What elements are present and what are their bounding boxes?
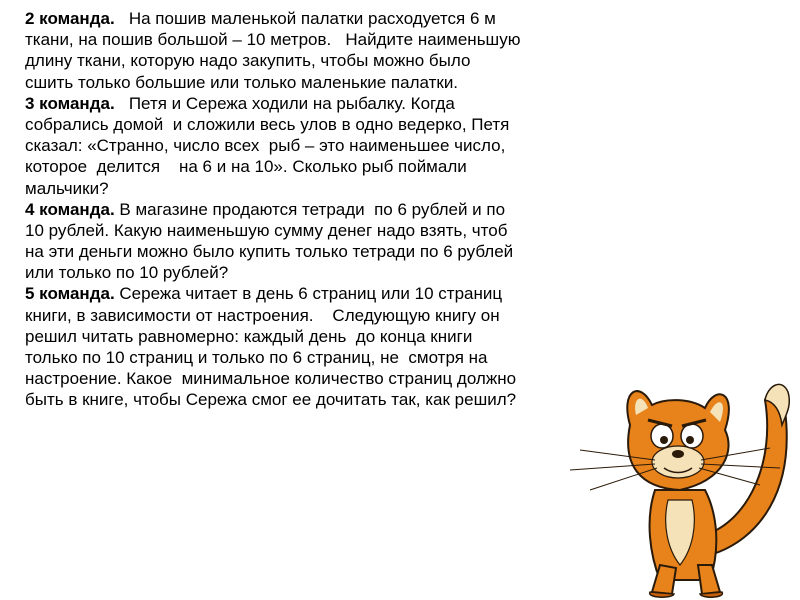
problem-text: Петя и Сережа ходили на рыбалку. Когда (114, 93, 455, 113)
problem-text-line: длину ткани, которую надо закупить, чтобы можно было (25, 51, 471, 71)
cartoon-fox-icon (560, 370, 800, 600)
problem-text-line: на эти деньги можно было купить только тетради по 6 рублей (25, 242, 514, 262)
team-label: 3 команда. (25, 93, 115, 113)
problem-text: Сережа читает в день 6 страниц или 10 страниц (114, 284, 503, 304)
team-label: 4 команда. (25, 199, 115, 219)
problem-text-line: мальчики? (25, 178, 109, 198)
problem-heading-line (25, 8, 625, 29)
problem-text: На пошив маленькой палатки расходуется 6 м (114, 9, 496, 28)
problems-text (25, 8, 625, 411)
problem-text-line: сказал: «Странно, число всех рыб – это наименьшее число, (25, 136, 506, 156)
problem-heading-line (25, 283, 625, 304)
problem-text-line: или только по 10 рублей? (25, 263, 229, 283)
problem-text: В магазине продаются тетради по 6 рублей и по (114, 199, 506, 219)
problem-text-line: настроение. Какое минимальное количество страниц должно (25, 369, 517, 389)
team-label: 2 команда. (25, 9, 115, 28)
problem-heading-line (25, 93, 625, 114)
problem-text-line: ткани, на пошив большой – 10 метров. Найдите наименьшую (25, 30, 521, 50)
problem-text-line: которое делится на 6 и на 10». Сколько рыб поймали (25, 157, 467, 177)
problem-text-line: быть в книге, чтобы Сережа смог ее дочитать так, как решил? (25, 390, 517, 410)
team-label: 5 команда. (25, 284, 115, 304)
problem-text-line: 10 рублей. Какую наименьшую сумму денег надо взять, чтоб (25, 220, 508, 240)
problem-text-line: сшить только большие или только маленькие палатки. (25, 72, 459, 92)
problem-text-line: собрались домой и сложили весь улов в одно ведерко, Петя (25, 114, 510, 134)
problem-heading-line (25, 199, 625, 220)
problem-text-line: только по 10 страниц и только по 6 страниц, не смотря на (25, 348, 488, 367)
problem-text-line: решил читать равномерно: каждый день до конца книги (25, 326, 473, 346)
problem-text-line: книги, в зависимости от настроения. Следующую книгу он (25, 305, 500, 325)
